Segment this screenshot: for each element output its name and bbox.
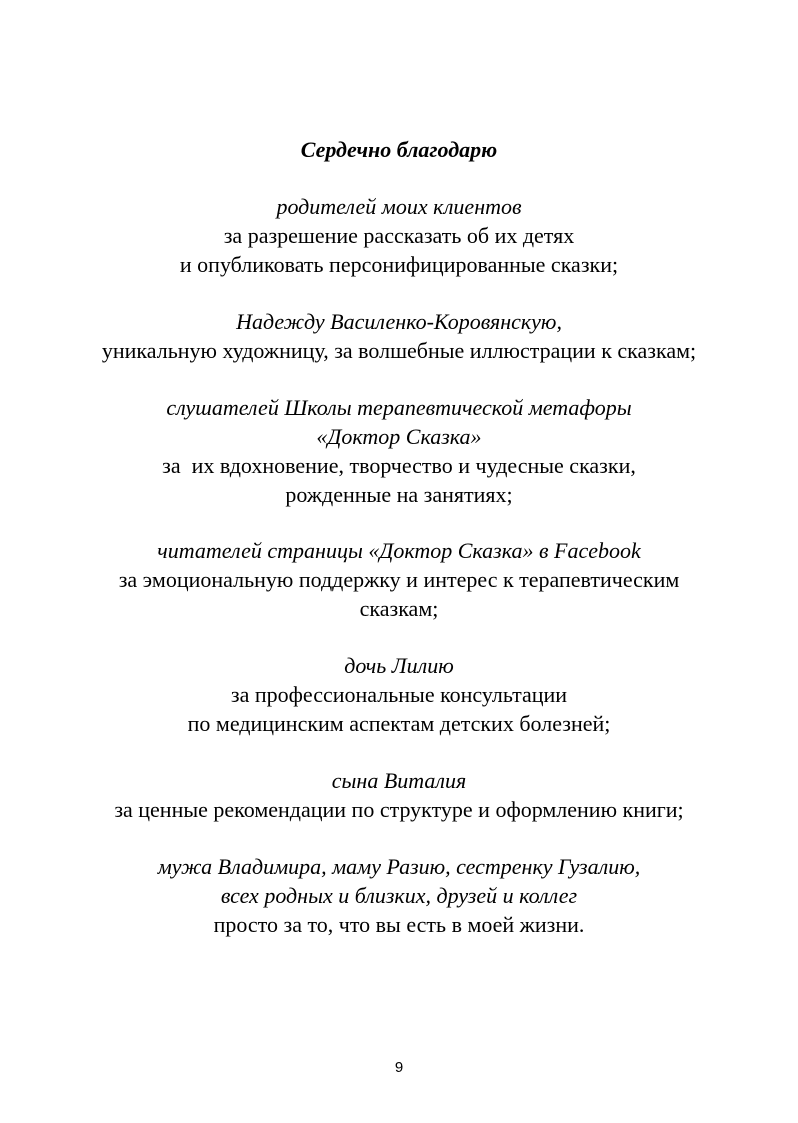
acknowledgement-reason: за профессиональные консультации	[230, 682, 568, 707]
acknowledgement-name: читателей страницы «Доктор Сказка» в Facebook	[157, 538, 641, 563]
acknowledgement-name: всех родных и близких, друзей и коллег	[220, 883, 578, 908]
acknowledgement-reason: за эмоциональную поддержку и интерес к терапевтическим	[118, 567, 680, 592]
page-title: Сердечно благодарю	[300, 137, 498, 162]
acknowledgement-reason: рожденные на занятиях;	[285, 482, 513, 507]
acknowledgement-name: дочь Лилию	[344, 653, 454, 678]
acknowledgement-name: мужа Владимира, маму Разию, сестренку Гузалию,	[157, 854, 641, 879]
acknowledgement-name: сына Виталия	[331, 768, 467, 793]
page-number: 9	[394, 1059, 404, 1076]
acknowledgement-reason: сказкам;	[359, 596, 439, 621]
acknowledgement-reason: просто за то, что вы есть в моей жизни.	[213, 912, 585, 937]
acknowledgement-name: Надежду Василенко-Коровянскую,	[236, 309, 562, 334]
acknowledgement-reason: по медицинским аспектам детских болезней;	[187, 711, 611, 736]
acknowledgement-reason: и опубликовать персонифицированные сказки;	[179, 252, 619, 277]
acknowledgement-reason: за их вдохновение, творчество и чудесные сказки,	[162, 453, 636, 478]
acknowledgement-name: родителей моих клиентов	[276, 194, 522, 219]
acknowledgement-reason: за разрешение рассказать об их детях	[223, 223, 575, 248]
acknowledgement-name: слушателей Школы терапевтической метафоры	[166, 395, 632, 420]
acknowledgement-reason: уникальную художницу, за волшебные иллюстрации к сказкам;	[101, 338, 697, 363]
acknowledgement-reason: за ценные рекомендации по структуре и оформлению книги;	[114, 797, 684, 822]
acknowledgement-name: «Доктор Сказка»	[316, 424, 482, 449]
